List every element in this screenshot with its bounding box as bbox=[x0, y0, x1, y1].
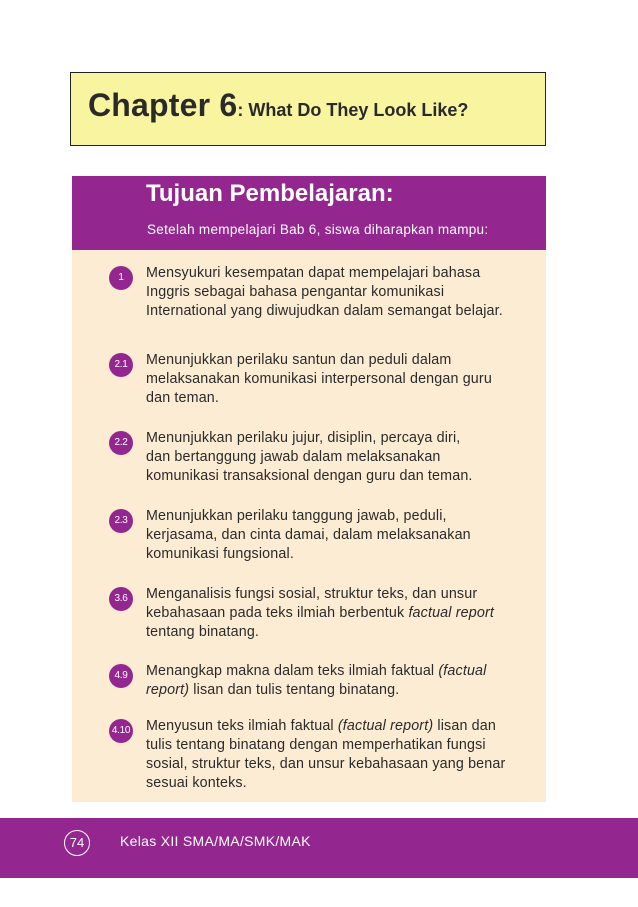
objective-line: Menunjukkan perilaku santun dan peduli dalam bbox=[146, 352, 452, 368]
objective-line-plain: kebahasaan pada teks ilmiah berbentuk bbox=[146, 605, 409, 621]
objective-text bbox=[146, 429, 546, 486]
objective-text bbox=[146, 351, 546, 408]
objective-line: kerjasama, dan cinta damai, dalam melaksanakan bbox=[146, 527, 471, 543]
chapter-header-box bbox=[70, 72, 546, 146]
objective-text bbox=[146, 662, 546, 700]
objective-line: komunikasi transaksional dengan guru dan teman. bbox=[146, 468, 473, 484]
objective-text bbox=[146, 507, 546, 564]
objective-line: Inggris sebagai bahasa pengantar komunikasi bbox=[146, 284, 445, 300]
objective-number-badge: 2.2 bbox=[109, 431, 133, 455]
footer-book-title: Kelas XII SMA/MA/SMK/MAK bbox=[120, 833, 311, 849]
objective-text bbox=[146, 264, 546, 321]
objective-line: melaksanakan komunikasi interpersonal dengan guru bbox=[146, 371, 492, 387]
chapter-title bbox=[88, 87, 468, 124]
objective-line bbox=[146, 717, 546, 736]
objective-line: dan bertanggung jawab dalam melaksanakan bbox=[146, 449, 441, 465]
objective-line: Menunjukkan perilaku jujur, disiplin, percaya diri, bbox=[146, 430, 461, 446]
objective-line bbox=[146, 662, 546, 681]
objective-number-badge: 2.1 bbox=[109, 353, 133, 377]
objective-line: tentang binatang. bbox=[146, 624, 260, 640]
objective-line: komunikasi fungsional. bbox=[146, 546, 294, 562]
objective-line: dan teman. bbox=[146, 390, 220, 406]
chapter-separator: : bbox=[237, 100, 244, 120]
objective-italic-term: factual report bbox=[408, 605, 494, 621]
objective-italic-term: report) bbox=[146, 682, 190, 698]
objective-line: International yang diwujudkan dalam semangat belajar. bbox=[146, 303, 503, 319]
objective-line: Mensyukuri kesempatan dapat mempelajari bahasa bbox=[146, 265, 481, 281]
objective-number-badge: 3.6 bbox=[109, 587, 133, 611]
objective-line: sesuai konteks. bbox=[146, 775, 247, 791]
objective-line: tulis tentang binatang dengan memperhatikan fungsi bbox=[146, 737, 486, 753]
objective-italic-term: (factual bbox=[438, 663, 487, 679]
page-footer bbox=[0, 818, 638, 878]
objective-line-plain: lisan dan tulis tentang binatang. bbox=[189, 682, 400, 698]
page-number: 74 bbox=[64, 830, 90, 856]
objective-line: Menganalisis fungsi sosial, struktur teks, dan unsur bbox=[146, 586, 478, 602]
objective-line: sosial, struktur teks, dan unsur kebahasaan yang benar bbox=[146, 756, 506, 772]
objective-line-plain: Menangkap makna dalam teks ilmiah faktual bbox=[146, 663, 439, 679]
objective-text bbox=[146, 585, 546, 642]
objective-line: Menunjukkan perilaku tanggung jawab, peduli, bbox=[146, 508, 447, 524]
learning-objectives-panel bbox=[72, 176, 546, 802]
objective-italic-term: (factual report) bbox=[337, 718, 434, 734]
objectives-intro: Setelah mempelajari Bab 6, siswa diharapkan mampu: bbox=[147, 222, 489, 237]
chapter-number: Chapter 6 bbox=[88, 87, 238, 123]
chapter-subtitle: What Do They Look Like? bbox=[243, 100, 469, 120]
objective-text bbox=[146, 717, 546, 793]
objectives-title: Tujuan Pembelajaran: bbox=[146, 180, 394, 207]
objectives-header bbox=[72, 176, 546, 250]
objective-line bbox=[146, 681, 546, 700]
objective-number-badge: 4.10 bbox=[109, 719, 133, 743]
objective-number-badge: 4.9 bbox=[109, 664, 133, 688]
objective-line-plain: lisan dan bbox=[433, 718, 496, 734]
objective-number-badge: 1 bbox=[109, 266, 133, 290]
objective-line bbox=[146, 604, 546, 623]
objective-number-badge: 2.3 bbox=[109, 509, 133, 533]
objective-line-plain: Menyusun teks ilmiah faktual bbox=[146, 718, 338, 734]
